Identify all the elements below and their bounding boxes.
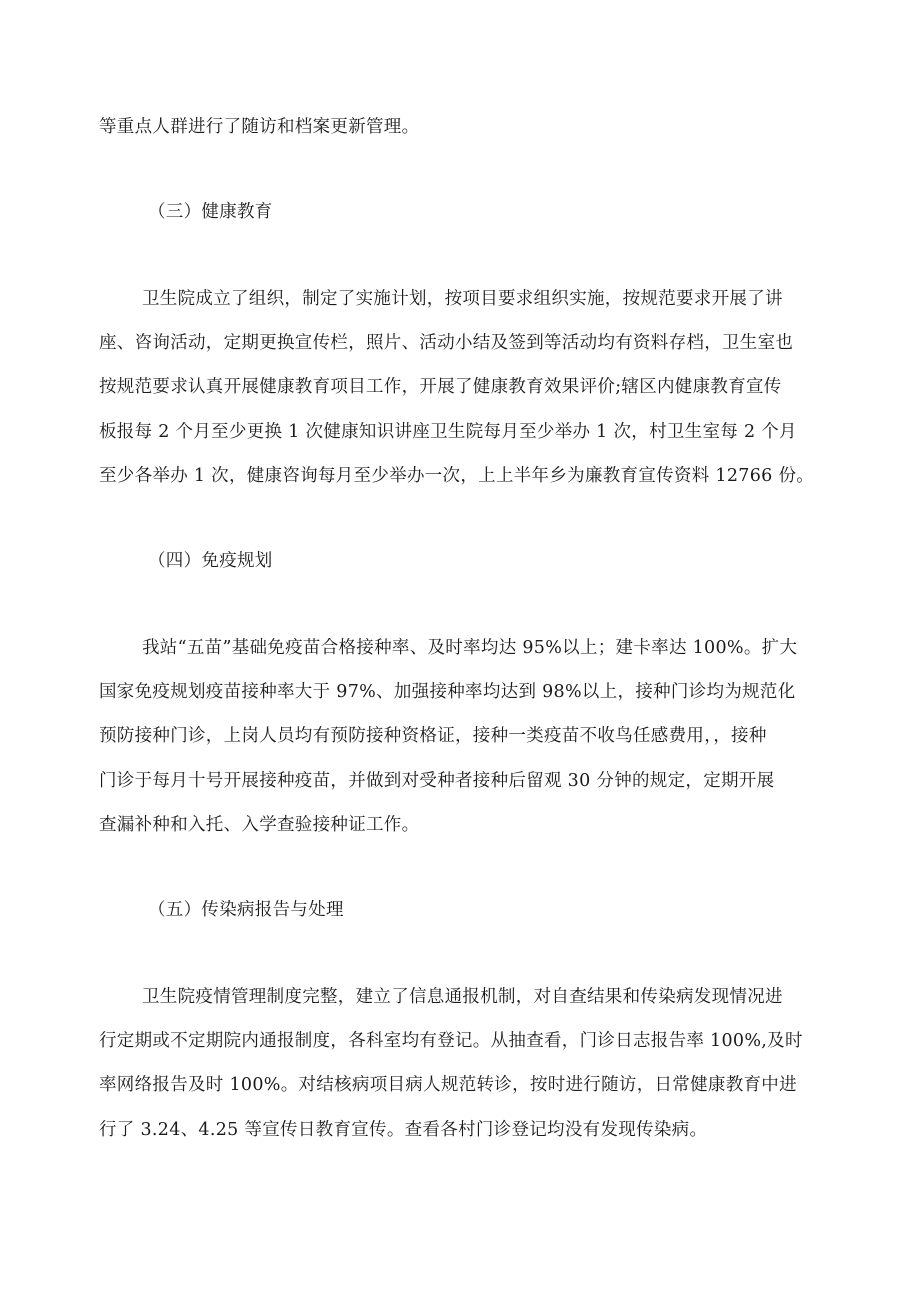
- paragraph-line: 我站“五苗”基础免疫苗合格接种率、及时率均达 95%以上；建卡率达 100%。扩大: [142, 638, 798, 658]
- paragraph-line: 预防接种门诊，上岗人员均有预防接种资格证，接种一类疫苗不收鸟任感费用，，接种: [99, 726, 767, 746]
- paragraph-line: 国家免疫规划疫苗接种率大于 97%、加强接种率均达到 98%以上，接种门诊均为规范化: [99, 682, 796, 702]
- paragraph-line: 卫生院成立了组织，制定了实施计划，按项目要求组织实施，按规范要求开展了讲: [142, 289, 783, 309]
- paragraph-line: 按规范要求认真开展健康教育项目工作，开展了健康教育效果评价;辖区内健康教育宣传: [99, 377, 782, 397]
- paragraph-line: 查漏补种和入托、入学查验接种证工作。: [99, 815, 420, 835]
- section-heading-immunization: （四）免疫规划: [148, 551, 273, 571]
- section-heading-infectious-disease: （五）传染病报告与处理: [148, 900, 344, 920]
- paragraph-line: 行定期或不定期院内通报制度，各科室均有登记。从抽查看，门诊日志报告率 100%,及时: [99, 1031, 803, 1051]
- paragraph-line: 率网络报告及时 100%。对结核病项目病人规范转诊，按时进行随访，日常健康教育中进: [99, 1075, 797, 1095]
- paragraph-line: 座、咨询活动，定期更换宣传栏，照片、活动小结及签到等活动均有资料存档，卫生室也: [99, 333, 794, 353]
- paragraph-line: 门诊于每月十号开展接种疫苗，并做到对受种者接种后留观 30 分钟的规定，定期开展: [99, 771, 775, 791]
- paragraph-line: 板报每 2 个月至少更换 1 次健康知识讲座卫生院每月至少举办 1 次，村卫生室每 2 个月: [99, 422, 797, 442]
- paragraph-fragment: 等重点人群进行了随访和档案更新管理。: [99, 117, 420, 137]
- paragraph-line: 至少各举办 1 次，健康咨询每月至少举办一次，上上半年乡为廉教育宣传资料 12766 份。: [99, 466, 815, 486]
- paragraph-line: 卫生院疫情管理制度完整，建立了信息通报机制，对自查结果和传染病发现情况进: [142, 987, 783, 1007]
- section-heading-health-education: （三）健康教育: [148, 202, 273, 222]
- paragraph-line: 行了 3.24、4.25 等宣传日教育宣传。查看各村门诊登记均没有发现传染病。: [99, 1120, 708, 1140]
